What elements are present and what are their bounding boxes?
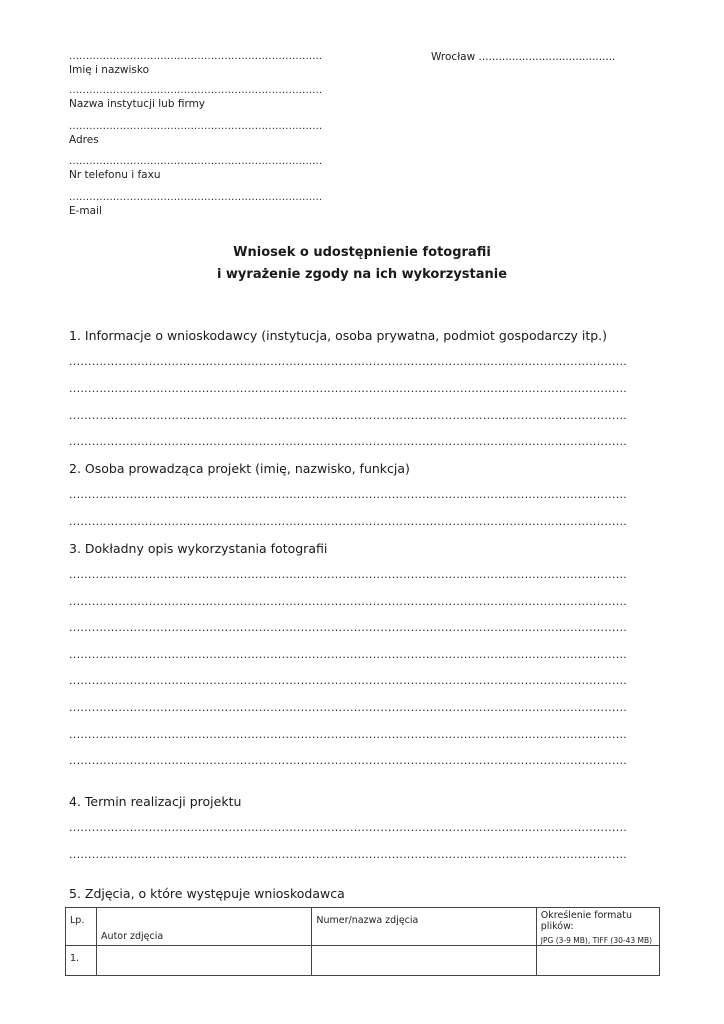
row-lp-cell: 1. [66, 946, 97, 976]
table-row [66, 946, 660, 976]
section-5-heading: 5. Zdjęcia, o które występuje wnioskodawca [69, 886, 345, 901]
date-dots[interactable]: ......................................... [478, 51, 616, 63]
name-dots[interactable]: ........................................................................... [69, 51, 323, 62]
section-3-line[interactable]: ................................................................................................................................................... [69, 701, 628, 714]
phone-label: Nr telefonu i faxu [69, 169, 161, 181]
address-dots[interactable]: ........................................................................... [69, 121, 323, 132]
photos-table [65, 907, 660, 976]
row-autor-cell[interactable] [97, 946, 312, 976]
col-numer-header: Numer/nazwa zdjęcia [312, 908, 536, 946]
institution-dots[interactable]: ........................................................................... [69, 85, 323, 96]
section-1-line[interactable]: ................................................................................................................................................... [69, 435, 628, 448]
phone-dots[interactable]: ........................................................................... [69, 156, 323, 167]
city-label: Wrocław [431, 51, 476, 63]
email-label: E-mail [69, 205, 102, 217]
col-autor-header: Autor zdjęcia [97, 908, 312, 946]
section-3-line[interactable]: ................................................................................................................................................... [69, 621, 628, 634]
section-4-line[interactable]: ................................................................................................................................................... [69, 821, 628, 834]
col-lp-header: Lp. [66, 908, 97, 946]
section-2-line[interactable]: ................................................................................................................................................... [69, 488, 628, 501]
row-format-cell[interactable] [536, 946, 659, 976]
section-3-line[interactable]: ................................................................................................................................................... [69, 595, 628, 608]
section-1-heading: 1. Informacje o wnioskodawcy (instytucja, osoba prywatna, podmiot gospodarczy itp.) [69, 328, 608, 343]
section-1-line[interactable]: ................................................................................................................................................... [69, 382, 628, 395]
document-title-line2: i wyrażenie zgody na ich wykorzystanie [216, 267, 508, 282]
section-1-line[interactable]: ................................................................................................................................................... [69, 355, 628, 368]
section-3-line[interactable]: ................................................................................................................................................... [69, 648, 628, 661]
section-2-heading: 2. Osoba prowadząca projekt (imię, nazwisko, funkcja) [69, 461, 410, 476]
institution-label: Nazwa instytucji lub firmy [69, 98, 206, 110]
address-label: Adres [69, 134, 99, 146]
email-dots[interactable]: ........................................................................... [69, 192, 323, 203]
section-2-line[interactable]: ................................................................................................................................................... [69, 515, 628, 528]
format-note: JPG (3-9 MB), TIFF (30-43 MB) [540, 936, 653, 945]
col-format-header [536, 908, 659, 946]
section-4-heading: 4. Termin realizacji projektu [69, 794, 242, 809]
section-4-line[interactable]: ................................................................................................................................................... [69, 848, 628, 861]
section-3-line[interactable]: ................................................................................................................................................... [69, 754, 628, 767]
format-label: Określenie formatu plików: [540, 910, 632, 932]
section-3-line[interactable]: ................................................................................................................................................... [69, 674, 628, 687]
row-numer-cell[interactable] [312, 946, 536, 976]
section-3-line[interactable]: ................................................................................................................................................... [69, 568, 628, 581]
section-3-line[interactable]: ................................................................................................................................................... [69, 728, 628, 741]
place-date [431, 51, 615, 63]
table-header-row [66, 908, 660, 946]
section-1-line[interactable]: ................................................................................................................................................... [69, 409, 628, 422]
section-3-heading: 3. Dokładny opis wykorzystania fotografii [69, 541, 328, 556]
name-label: Imię i nazwisko [69, 64, 150, 76]
document-title-line1: Wniosek o udostępnienie fotografii [233, 245, 491, 260]
